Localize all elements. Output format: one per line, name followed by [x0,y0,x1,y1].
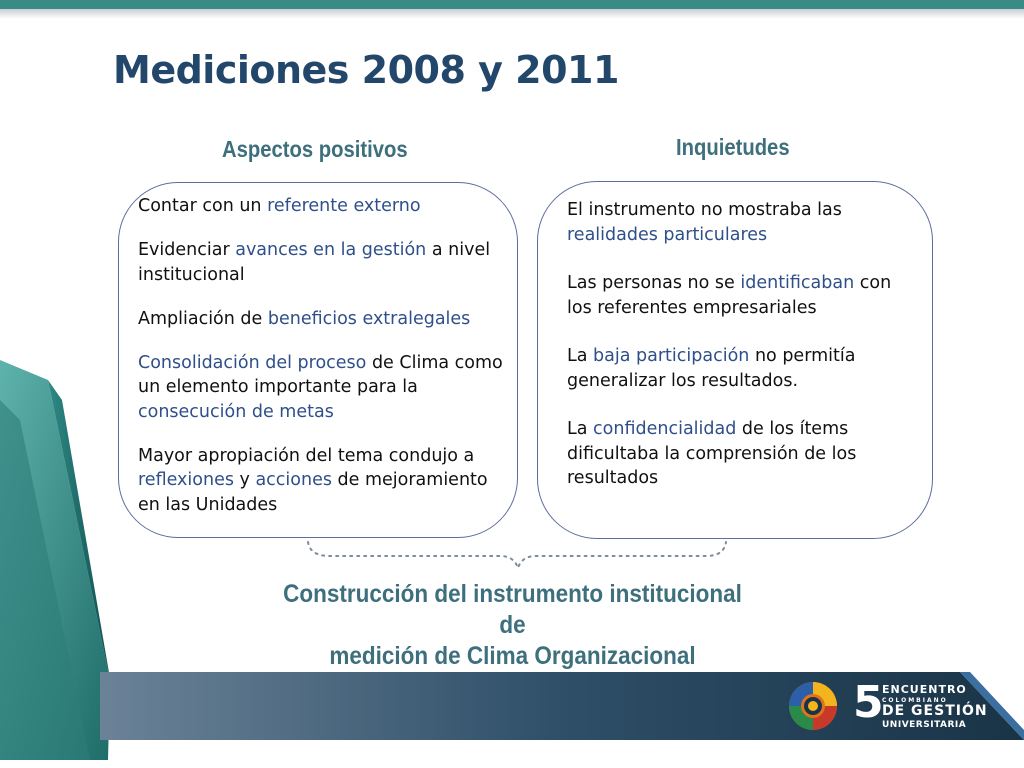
list-item [138,444,514,518]
highlighted-text: Consolidación del proceso [138,352,367,373]
list-item [138,194,514,219]
conclusion-line-2: medición de Clima Organizacional [329,642,696,670]
highlighted-text: acciones [255,470,332,490]
list-item [138,238,514,287]
logo-line-3: DE GESTIÓN [882,703,988,719]
highlighted-text: realidades particulares [567,224,768,245]
list-item [567,417,917,491]
dotted-brace [300,538,730,573]
highlighted-text: beneficios extralegales [267,308,471,329]
highlighted-text: reflexiones [138,470,234,490]
highlighted-text: baja participación [593,346,750,366]
top-accent-bar [0,0,1024,9]
list-item [138,307,514,332]
item-text: La [567,419,594,439]
item-text: La [567,346,594,366]
list-item [138,351,514,425]
item-text: a nivel institucional [138,240,491,285]
positive-aspects-list [138,194,514,537]
conclusion-text [276,579,749,672]
highlighted-text: identificaban [740,273,855,293]
concerns-list [567,198,917,515]
list-item [567,198,917,247]
item-text: y [233,470,256,490]
slide-title: Mediciones 2008 y 2011 [113,48,619,92]
logo-number: 5 [853,677,884,728]
logo-line-1: ENCUENTRO [882,683,967,696]
item-text: de Clima como un elemento importante para la [138,352,503,397]
concerns-heading: Inquietudes [676,134,790,160]
highlighted-text: referente externo [267,196,421,216]
item-text: Ampliación de [138,308,268,329]
top-bar-shadow [0,9,1024,19]
item-text: El instrumento no mostraba las [567,200,842,220]
item-text: no permitía generalizar los resultados. [567,346,856,391]
highlighted-text: consecución de metas [138,401,334,422]
list-item [567,344,917,393]
logo-line-4: UNIVERSITARIA [882,720,967,730]
list-item [567,271,917,320]
item-text: de los ítems dificultaba la comprensión de los resultados [567,419,857,488]
item-text: Las personas no se [567,273,741,293]
item-text: de mejoramiento en las Unidades [138,470,488,515]
conclusion-line-1: Construcción del instrumento institucional de [283,580,742,639]
logo-line-2: COLOMBIANO [882,697,948,704]
highlighted-text: avances en la gestión [235,240,427,260]
item-text: Mayor apropiación del tema condujo a [138,445,475,466]
item-text: Evidenciar [138,240,236,260]
positive-aspects-heading: Aspectos positivos [222,136,408,162]
item-text: con los referentes empresariales [567,273,892,318]
left-decorative-ribbon [0,360,115,760]
item-text: Contar con un [138,196,268,216]
highlighted-text: confidencialidad [593,419,737,439]
